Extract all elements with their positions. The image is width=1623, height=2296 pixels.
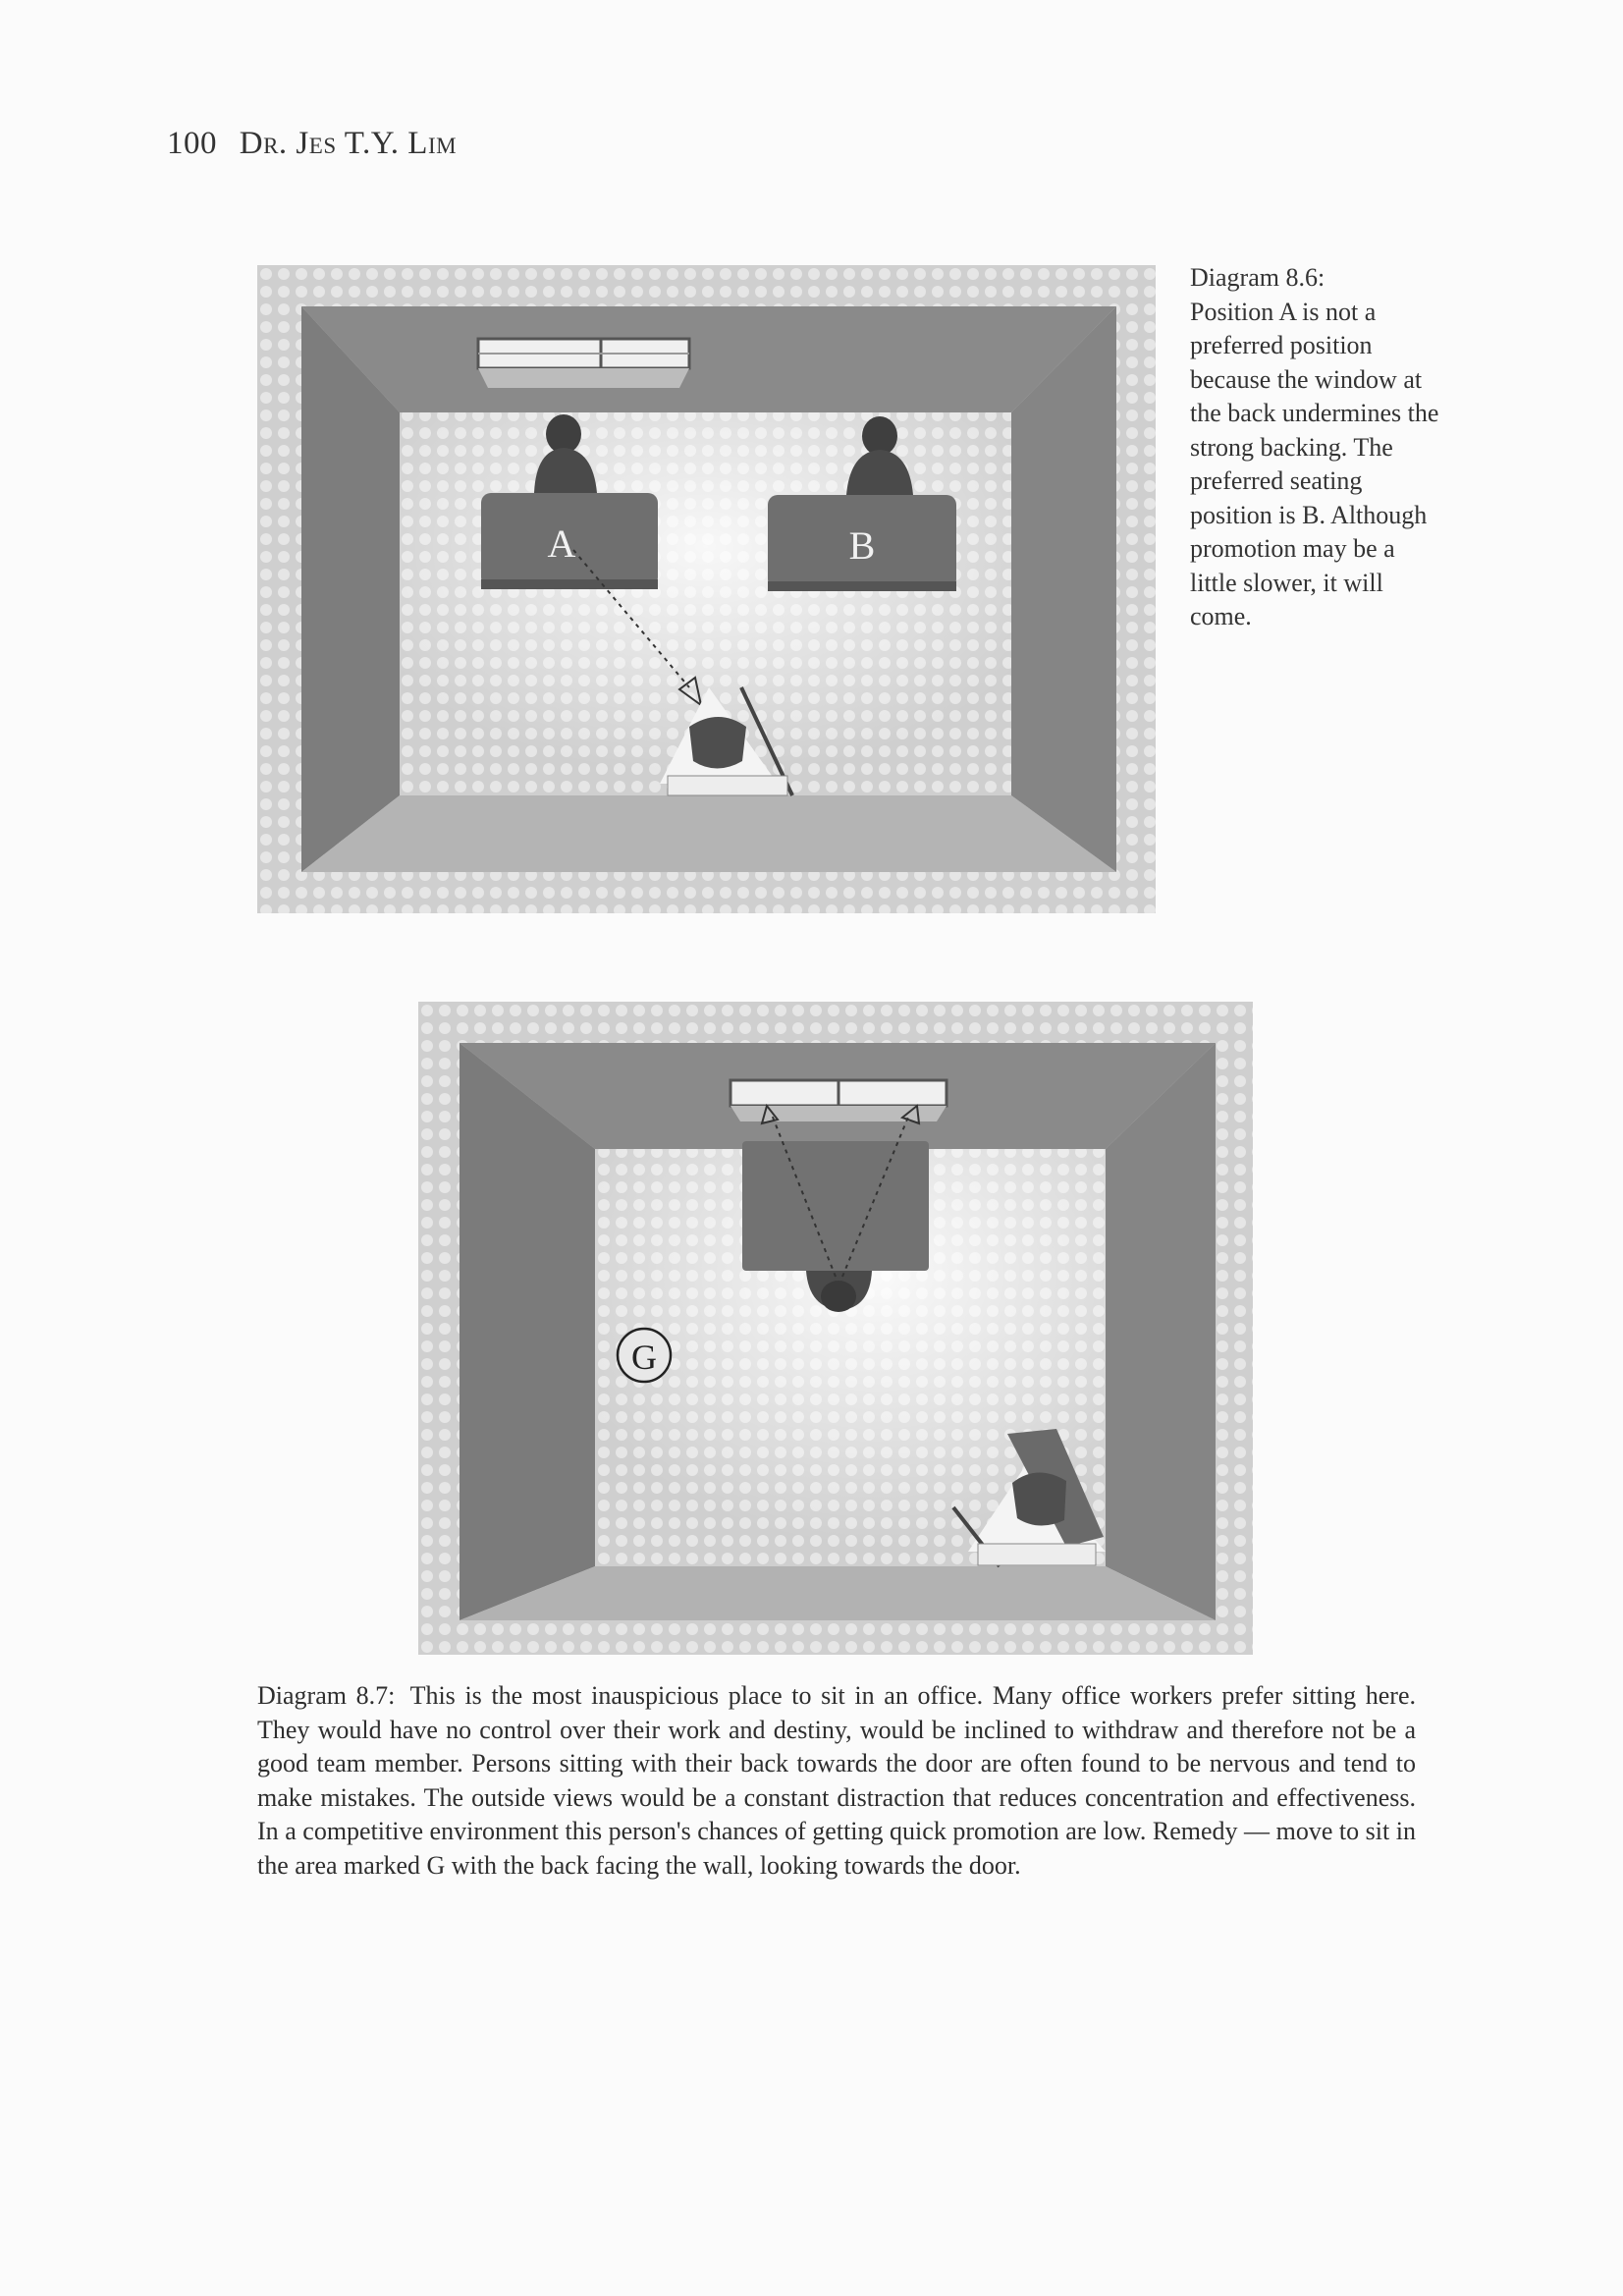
wall-top <box>301 306 1116 412</box>
caption-diagram-8-7 <box>257 1679 1416 1883</box>
position-g-marker <box>618 1329 671 1382</box>
window <box>478 339 689 388</box>
caption-diagram-8-6 <box>1190 261 1445 634</box>
running-head <box>167 126 457 162</box>
author-name: Dr. Jes T.Y. Lim <box>239 126 458 161</box>
label-a: A <box>547 521 576 566</box>
diagram-8-6 <box>257 265 1156 913</box>
label-b: B <box>848 523 876 568</box>
room-illustration-1 <box>257 265 1156 913</box>
desk-near-window <box>742 1141 929 1271</box>
caption-title: Diagram 8.7: <box>257 1681 396 1710</box>
desk-b <box>768 495 956 591</box>
caption-title: Diagram 8.6: <box>1190 263 1325 292</box>
caption-text: This is the most inauspicious place to sit in an office. Many office workers prefer sitting here. They would have no control over their work and destiny, would be inclined to withdraw and therefore not be a good team member. Persons sitting with their back towards the door are often found to be nervous and tend to make mistakes. The outside views would be a constant distraction that reduces concentration and effectiveness. In a competitive environment this person's chances of getting quick promotion are low. Remedy — move to sit in the area marked G with the back facing the wall, looking towards the door. <box>257 1681 1417 1880</box>
diagram-8-7 <box>418 1002 1253 1655</box>
window <box>730 1080 947 1121</box>
wall-bottom <box>301 795 1116 872</box>
page-number: 100 <box>167 126 217 161</box>
desk-a <box>481 493 658 589</box>
caption-text: Position A is not a preferred position because the window at the back undermines the strong backing. The preferred seating position is B. Although promotion may be a little slower, it will come. <box>1190 297 1439 630</box>
label-g: G <box>631 1338 657 1377</box>
room-illustration-2 <box>418 1002 1253 1655</box>
